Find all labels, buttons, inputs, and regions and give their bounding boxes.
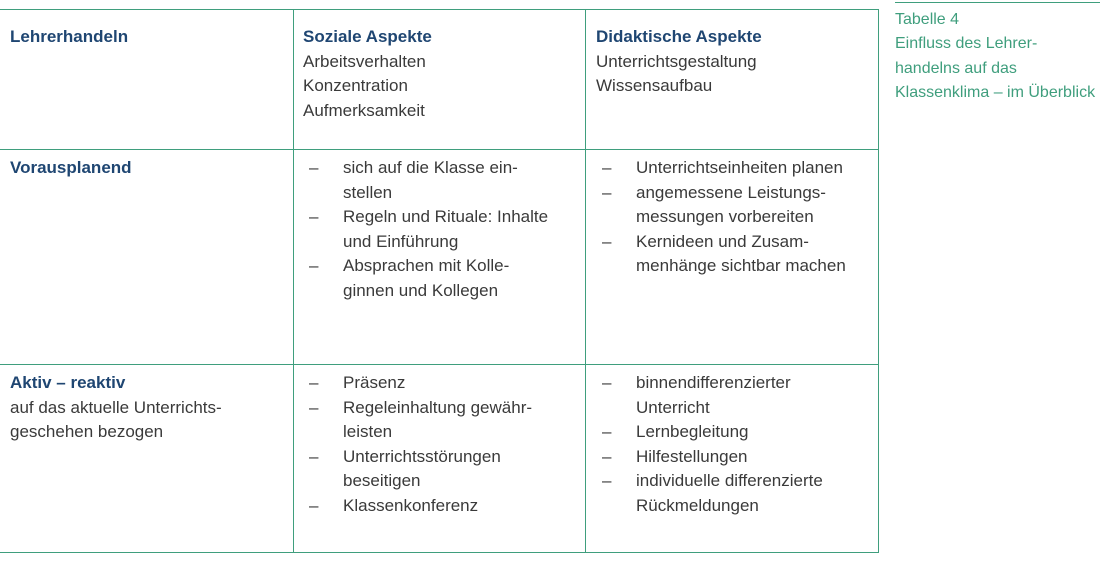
row-title-cell-vorausplanend bbox=[10, 156, 280, 181]
didactic-cell-aktiv-reaktiv bbox=[596, 371, 868, 519]
column-divider-2 bbox=[585, 9, 586, 553]
column-title-lehrerhandeln: Lehrerhandeln bbox=[10, 27, 129, 46]
list-item: – Präsenz bbox=[303, 371, 571, 396]
list-item: – Regeleinhaltung gewähr-leisten bbox=[303, 396, 571, 445]
table-right-border bbox=[878, 9, 879, 553]
row-title: Aktiv – reaktiv bbox=[10, 373, 126, 392]
row-title-cell-aktiv-reaktiv bbox=[10, 371, 275, 445]
list-item: – sich auf die Klasse ein-stellen bbox=[303, 156, 558, 205]
social-cell-vorausplanend bbox=[303, 156, 558, 304]
header-cell-soziale-aspekte bbox=[303, 25, 578, 123]
list-item: – angemessene Leistungs-messungen vorbereiten bbox=[596, 181, 866, 230]
column-divider-1 bbox=[293, 9, 294, 553]
didactic-list bbox=[596, 371, 868, 519]
didactic-cell-vorausplanend bbox=[596, 156, 866, 279]
list-item: – Kernideen und Zusam-menhänge sichtbar machen bbox=[596, 230, 866, 279]
influence-table bbox=[0, 9, 879, 553]
header-cell-didaktische-aspekte bbox=[596, 25, 871, 99]
list-item: – Regeln und Rituale: Inhalte und Einführung bbox=[303, 205, 558, 254]
header-line: Wissensaufbau bbox=[596, 76, 713, 96]
social-list bbox=[303, 156, 558, 304]
didactic-list bbox=[596, 156, 866, 279]
row-divider-1 bbox=[0, 364, 879, 365]
list-item: – Unterrichtseinheiten planen bbox=[596, 156, 866, 181]
header-line: Aufmerksamkeit bbox=[303, 100, 425, 120]
table-top-border bbox=[0, 9, 879, 10]
caption-rule bbox=[895, 2, 1100, 3]
column-title-didaktische-aspekte: Didaktische Aspekte bbox=[596, 27, 762, 46]
table-bottom-border bbox=[0, 552, 879, 553]
list-item: – Hilfestellungen bbox=[596, 445, 868, 470]
column-title-soziale-aspekte: Soziale Aspekte bbox=[303, 27, 432, 46]
list-item: – individuelle differenzierte Rückmeldungen bbox=[596, 469, 868, 518]
list-item: – Lernbegleitung bbox=[596, 420, 868, 445]
header-line: Arbeitsverhalten bbox=[303, 51, 426, 71]
social-cell-aktiv-reaktiv bbox=[303, 371, 571, 519]
row-subtitle: auf das aktuelle Unterrichts-geschehen bezogen bbox=[10, 397, 222, 442]
row-divider-header bbox=[0, 149, 879, 150]
table-caption bbox=[895, 8, 1100, 106]
caption-text: Einfluss des Lehrer-handelns auf das Klassenklima – im Überblick bbox=[895, 35, 1096, 102]
header-line: Konzentration bbox=[303, 76, 408, 96]
social-list bbox=[303, 371, 571, 519]
header-cell-lehrerhandeln bbox=[10, 25, 280, 50]
row-title: Vorausplanend bbox=[10, 158, 132, 177]
header-line: Unterrichtsgestaltung bbox=[596, 51, 757, 71]
list-item: – Klassenkonferenz bbox=[303, 494, 571, 519]
caption-label: Tabelle 4 bbox=[895, 11, 960, 28]
list-item: – Absprachen mit Kolle-ginnen und Kollegen bbox=[303, 254, 558, 303]
list-item: – Unterrichtsstörungen beseitigen bbox=[303, 445, 571, 494]
list-item: – binnendifferenzierter Unterricht bbox=[596, 371, 868, 420]
